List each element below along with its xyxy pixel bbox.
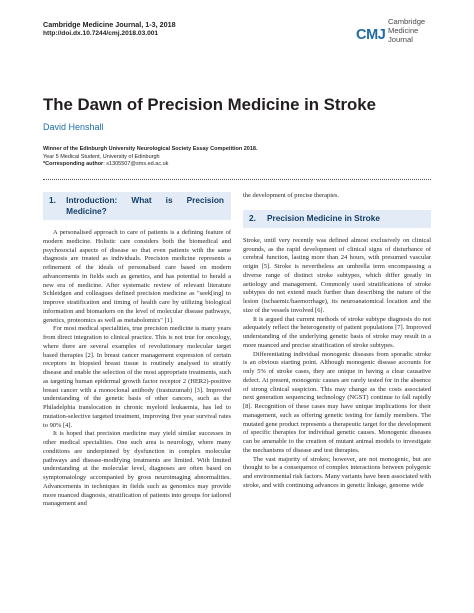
doi-link[interactable]: http://doi.dx.10.7244/cmj.2018.03.001: [43, 30, 159, 37]
author-affiliation: Year 5 Medical Student, University of Edinburgh: [43, 153, 160, 160]
left-column: [43, 192, 231, 509]
paragraph: It is hoped that precision medicine may yield similar successes in other medical specialities. One such area is neurology, where many conditions are underpinned by dysfunction in complex molecular pathways and disease-modifying treatments are limited. With limited understanding at the molecular level, diagnoses are often based on symptomatology accompanied by gross neuroimaging abnormalities. Advancements in techniques in fields such as genomics may provide more nuanced diagnosis, stratification of patients into groups for tailored management and: [43, 430, 231, 508]
logo-line-2: Medicine: [388, 26, 419, 36]
section-heading-introduction: [43, 192, 231, 220]
paragraph: Stroke, until very recently was defined almost exclusively on clinical grounds, as the rapid development of clinical signs of disturbance of cerebral function, lasting more than 24 hours, with presumed vascular origin [5]. Stroke is nevertheless an umbrella term encompassing a diverse range of distinct stroke subtypes, which differ greatly in aetiology and management. Commonly used stratifications of stroke subtypes do not extend much further than describing the nature of the lesion (ischaemic/haemorrhage), its neuroanatomical location and the size of the vessels involved [6].: [243, 236, 431, 314]
paragraph: For most medical specialities, true precision medicine is many years from direct integration to clinical practice. This is not true for oncology, where there are several examples of revolutionary molecular target based therapies [2]. In breast cancer management expression of certain receptors in biopsied breast tissue is routinely analysed to stratify disease and enable the selection of the most appropriate treatments, such as targeting human epidermal growth factor receptor 2 (HER2)-positive breast cancer with a monoclonal antibody (trastuzumab) [3]. Improved understanding of the genetic basis of other cancers, such as the Philadelphia translocation in chronic myeloid leukaemia, has led to mutation-selective targeted treatment, improving five year survival rates to 90% [4].: [43, 325, 231, 429]
journal-citation: Cambridge Medicine Journal, 1-3, 2018: [43, 20, 176, 29]
logo-line-3: Journal: [388, 35, 413, 45]
section-title: Introduction: What is Precision Medicine?: [66, 195, 224, 216]
right-column: [243, 192, 431, 491]
paragraph: It is argued that current methods of stroke subtype diagnosis do not adequately reflect the heterogeneity of patient populations [7]. Improved understanding of the underlying genetic basis of stroke may result in a more nuanced and precise stratification of stroke subtypes.: [243, 315, 431, 349]
paragraph-continued: the development of precise therapies.: [243, 192, 339, 199]
corresponding-label: *Corresponding author: [43, 161, 104, 168]
header-divider: [43, 179, 431, 180]
paragraph: A personalised approach to care of patients is a defining feature of modern medicine. Holistic care considers both the biomedical and psychosocial aspects of disease so that even patients with the same diagnosis are treated as individuals. Precision medicine represents a refinement of the ideals of personalised care based on modern advancements in fields such as genetics, and has potential to herald a new era of medicine. After systematic review of relevant literature Schleidgen and colleagues defined precision medicine as "seek[ing] to improve stratification and timing of health care by utilizing biological information and biomarkers on the level of molecular disease pathways, genetics, proteomics as well as metabolomics" [1].: [43, 229, 231, 324]
paragraph: Differentiating individual monogenic diseases from sporadic stroke is an obvious starting point. Although monogenic disease accounts for only 5% of stroke cases, they are unique in having a clear causative defect. At present, monogenic causes are rarely tested for in the absence of strong clinical suspicion. This may change as the costs associated next generation sequencing technology (NGST) continue to fall rapidly [8]. Recognition of these cases may have unique implications for their management, such as offering genetic testing for family members. The mutated gene product represents a therapeutic target for the development of specific therapies for individual genetic causes. Monogenic diseases can be amenable to the creation of mutant animal models to investigate the mechanisms of disease and test therapies.: [243, 350, 431, 454]
author-name[interactable]: David Henshall: [43, 122, 104, 132]
section-number: 1.: [49, 195, 56, 205]
corresponding-email[interactable]: : s1305507@sms.ed.ac.uk: [103, 161, 169, 168]
logo-line-1: Cambridge: [388, 17, 426, 26]
section-heading-precision-medicine-stroke: [243, 210, 431, 228]
corresponding-author: [43, 161, 168, 167]
section-title: Precision Medicine in Stroke: [267, 213, 380, 224]
section-number: 2.: [249, 213, 256, 224]
award-note: Winner of the Edinburgh University Neurological Society Essay Competition 2018.: [43, 146, 258, 152]
journal-logo: [356, 15, 446, 49]
article-title: The Dawn of Precision Medicine in Stroke: [43, 95, 376, 114]
logo-mark: CMJ: [356, 27, 386, 43]
logo-wordmark: [388, 17, 425, 45]
affiliation-block: [43, 146, 258, 169]
paragraph: The vast majority of strokes; however, are not monogenic, but are thought to be a consequence of complex interactions between polygenic and environmental risk factors. Many variants have been associated with stroke, and with continuing advances in genetic linkage, genome wide: [243, 455, 431, 489]
